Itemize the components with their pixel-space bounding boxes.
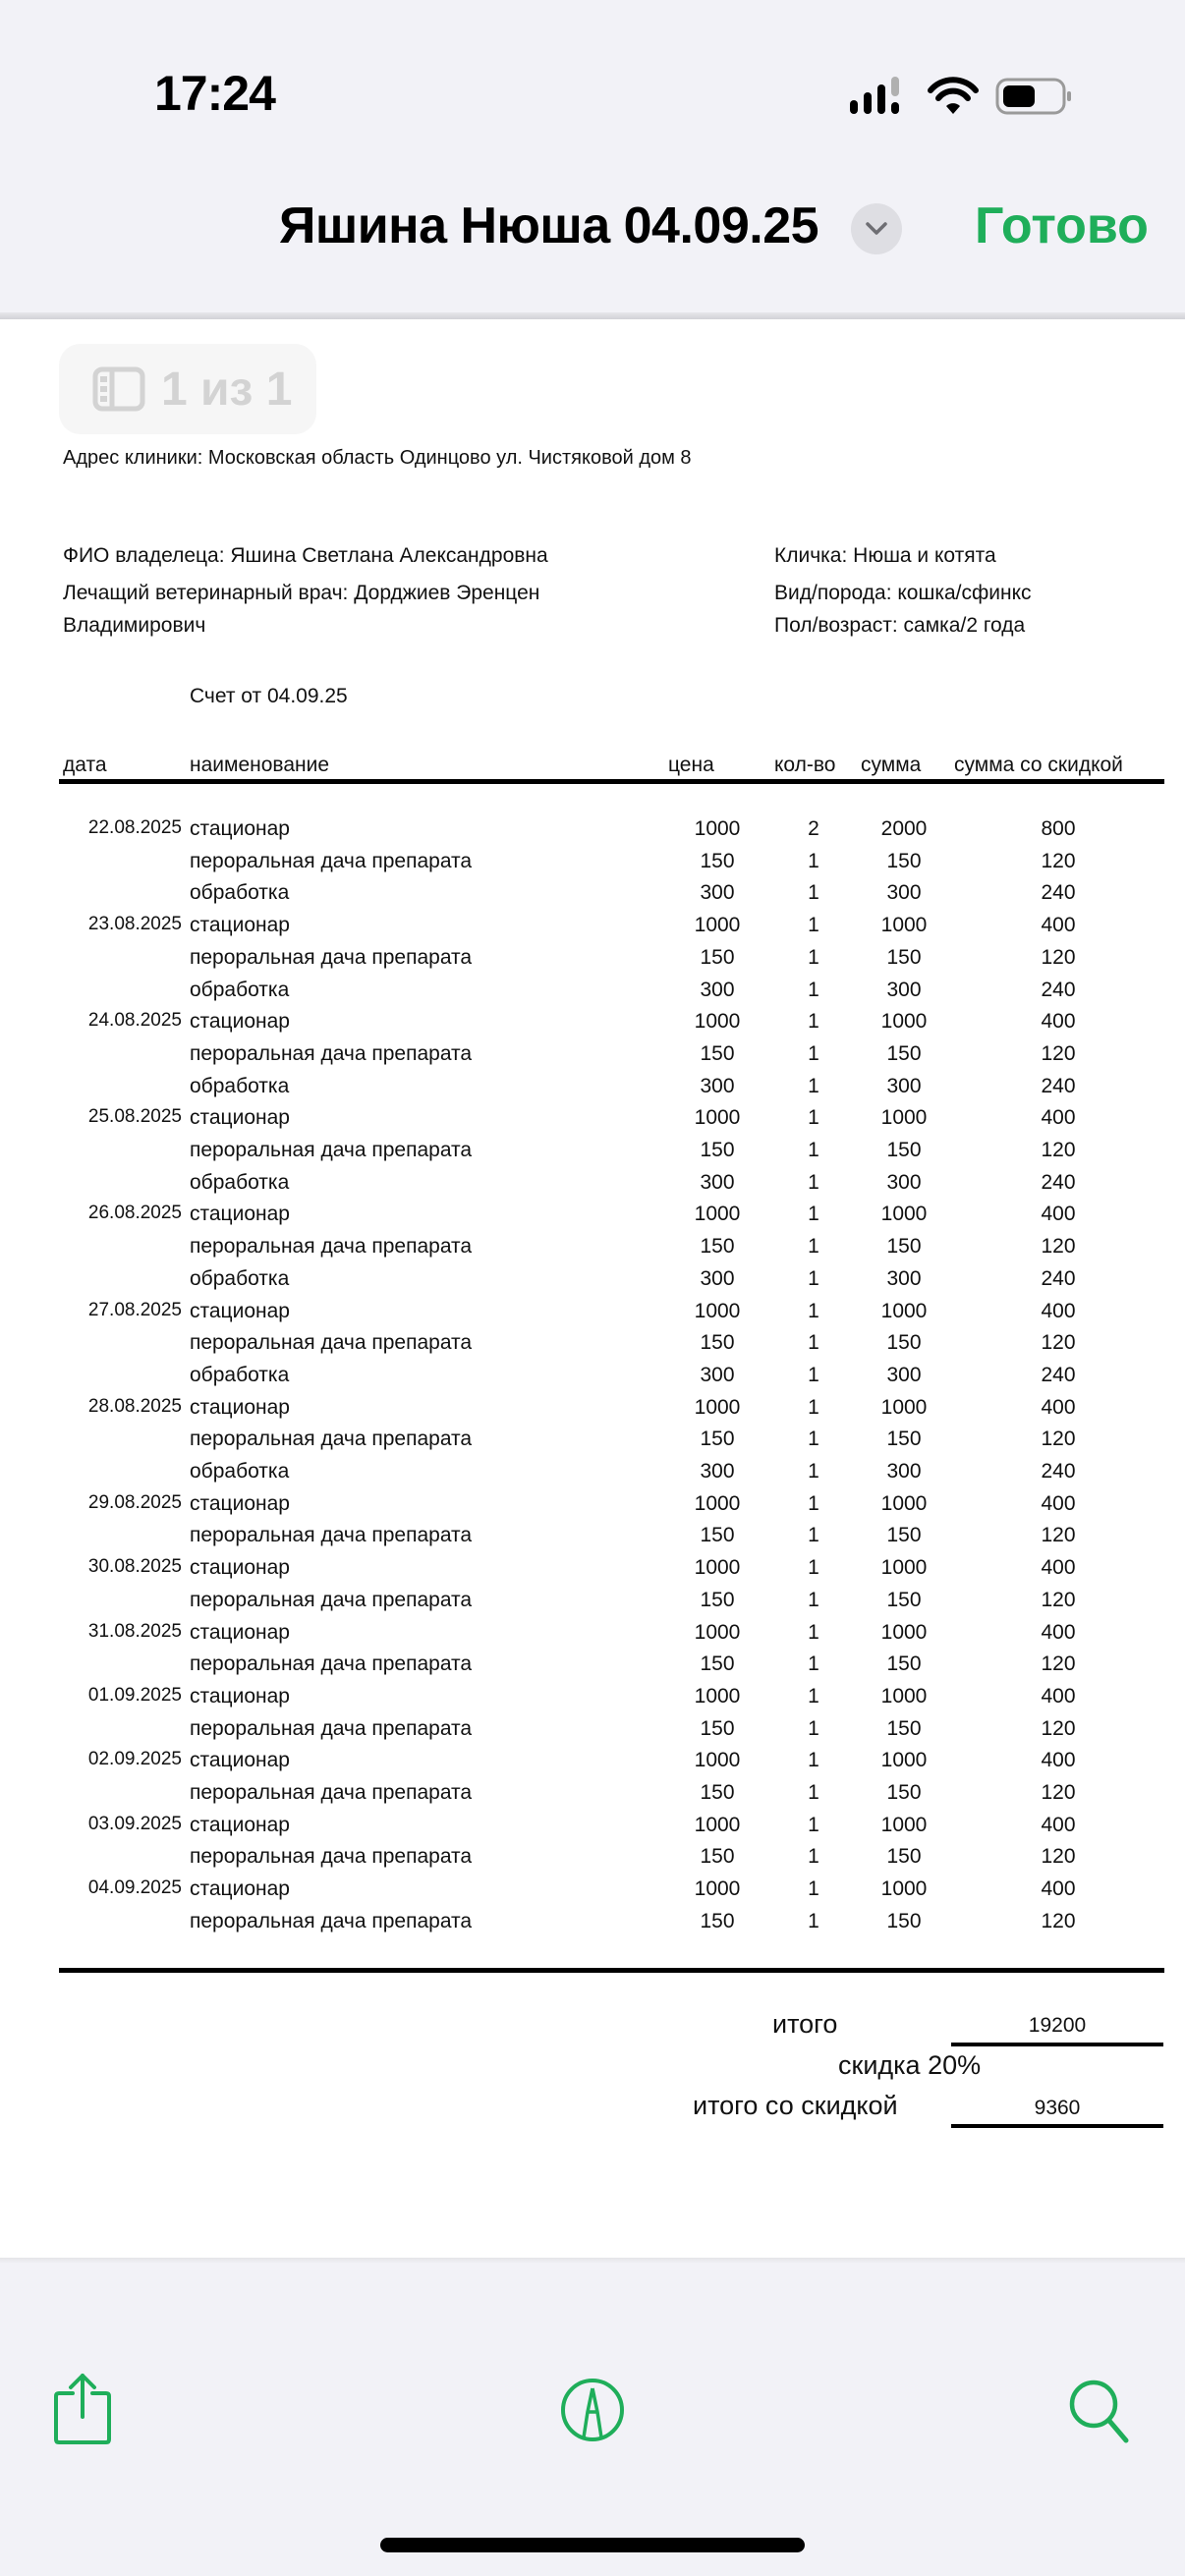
row-sum: 300 (886, 978, 922, 1001)
row-sum: 150 (886, 1235, 922, 1259)
table-row (0, 979, 1185, 1011)
row-qty: 1 (808, 1266, 819, 1290)
row-name: обработка (190, 1363, 290, 1386)
table-row (0, 1621, 1185, 1653)
col-header-price: цена (668, 754, 714, 776)
total-label: итого (772, 2009, 838, 2039)
row-name: стационар (190, 1877, 290, 1901)
row-sum: 300 (886, 1460, 922, 1483)
home-indicator[interactable] (380, 2538, 805, 2552)
row-sum: 150 (886, 945, 922, 969)
row-discounted: 120 (1041, 1524, 1076, 1547)
table-row (0, 1652, 1185, 1685)
row-sum: 1000 (880, 1749, 928, 1772)
row-name: пероральная дача препарата (190, 1428, 473, 1451)
row-qty: 1 (808, 849, 819, 872)
row-date: 04.09.2025 (87, 1877, 182, 1899)
row-price: 1000 (694, 1813, 741, 1836)
col-header-date: дата (63, 754, 107, 776)
table-row (0, 946, 1185, 979)
row-qty: 1 (808, 1139, 819, 1161)
row-sum: 150 (886, 1041, 922, 1065)
status-time: 17:24 (154, 66, 275, 121)
row-qty: 1 (808, 1556, 819, 1580)
row-discounted: 240 (1041, 1074, 1076, 1097)
table-row (0, 1235, 1185, 1267)
row-sum: 2000 (880, 817, 928, 840)
row-sum: 1000 (880, 1491, 928, 1515)
row-qty: 1 (808, 1845, 819, 1869)
table-row (0, 1331, 1185, 1364)
page-indicator[interactable] (59, 344, 316, 434)
row-discounted: 240 (1041, 881, 1076, 905)
row-discounted: 400 (1041, 1010, 1076, 1034)
row-name: стационар (190, 817, 290, 840)
col-header-discounted: сумма со скидкой (954, 754, 1123, 776)
row-qty: 1 (808, 1041, 819, 1065)
row-name: стационар (190, 1556, 290, 1580)
row-name: обработка (190, 1170, 290, 1194)
row-date: 24.08.2025 (87, 1010, 182, 1032)
row-price: 300 (700, 1363, 735, 1386)
search-icon (1067, 2378, 1132, 2446)
row-name: пероральная дача препарата (190, 849, 473, 872)
row-sum: 1000 (880, 1395, 928, 1419)
row-price: 150 (700, 1845, 735, 1869)
row-price: 150 (700, 1588, 735, 1611)
row-discounted: 240 (1041, 1170, 1076, 1194)
row-name: пероральная дача препарата (190, 1041, 473, 1065)
row-name: стационар (190, 1395, 290, 1419)
row-price: 150 (700, 1235, 735, 1259)
row-sum: 1000 (880, 1620, 928, 1644)
row-date: 25.08.2025 (87, 1106, 182, 1128)
row-name: пероральная дача препарата (190, 1652, 473, 1676)
row-price: 150 (700, 849, 735, 872)
row-date: 27.08.2025 (87, 1299, 182, 1320)
row-price: 1000 (694, 1877, 741, 1901)
row-sum: 1000 (880, 1010, 928, 1034)
row-price: 1000 (694, 914, 741, 937)
row-name: стационар (190, 1813, 290, 1836)
table-row (0, 1877, 1185, 1910)
row-name: стационар (190, 1684, 290, 1708)
row-sum: 150 (886, 1139, 922, 1161)
row-discounted: 240 (1041, 1460, 1076, 1483)
table-bottom-rule (59, 1968, 1164, 1973)
row-sum: 150 (886, 1845, 922, 1869)
row-price: 1000 (694, 1010, 741, 1034)
row-date: 01.09.2025 (87, 1684, 182, 1706)
row-discounted: 400 (1041, 1813, 1076, 1836)
toolbar-divider (0, 2258, 1185, 2264)
row-discounted: 120 (1041, 1588, 1076, 1611)
row-qty: 1 (808, 1524, 819, 1547)
discount-label: скидка 20% (838, 2050, 982, 2080)
row-price: 150 (700, 1139, 735, 1161)
row-discounted: 120 (1041, 1139, 1076, 1161)
row-price: 1000 (694, 1395, 741, 1419)
row-discounted: 120 (1041, 1845, 1076, 1869)
row-price: 300 (700, 1074, 735, 1097)
table-row (0, 1749, 1185, 1781)
row-discounted: 120 (1041, 1652, 1076, 1676)
row-discounted: 120 (1041, 1781, 1076, 1804)
row-sum: 300 (886, 1170, 922, 1194)
row-sum: 150 (886, 849, 922, 872)
row-qty: 1 (808, 1909, 819, 1932)
chevron-down-icon (865, 221, 888, 237)
table-row (0, 1556, 1185, 1589)
row-qty: 1 (808, 1074, 819, 1097)
table-row (0, 1589, 1185, 1621)
row-discounted: 400 (1041, 1749, 1076, 1772)
row-qty: 2 (808, 817, 819, 840)
row-name: пероральная дача препарата (190, 1588, 473, 1611)
table-row (0, 1075, 1185, 1107)
row-price: 150 (700, 1716, 735, 1740)
table-row (0, 1203, 1185, 1235)
owner-name: ФИО владелеца: Яшина Светлана Александровна (63, 544, 548, 567)
table-row (0, 881, 1185, 914)
row-discounted: 400 (1041, 1491, 1076, 1515)
sidebar-icon (92, 366, 145, 412)
row-date: 30.08.2025 (87, 1556, 182, 1578)
row-discounted: 240 (1041, 1266, 1076, 1290)
row-sum: 1000 (880, 1299, 928, 1322)
row-name: стационар (190, 1010, 290, 1034)
row-sum: 150 (886, 1716, 922, 1740)
battery-icon (997, 80, 1071, 113)
table-row (0, 817, 1185, 850)
status-icons (847, 75, 1083, 118)
row-date: 31.08.2025 (87, 1620, 182, 1642)
row-price: 1000 (694, 1620, 741, 1644)
row-name: пероральная дача препарата (190, 1139, 473, 1161)
table-row (0, 1460, 1185, 1492)
row-qty: 1 (808, 1299, 819, 1322)
row-sum: 1000 (880, 1556, 928, 1580)
markup-pen-icon (560, 2377, 625, 2443)
row-qty: 1 (808, 1395, 819, 1419)
row-name: обработка (190, 881, 290, 905)
table-row (0, 1300, 1185, 1332)
row-qty: 1 (808, 1781, 819, 1804)
row-qty: 1 (808, 1331, 819, 1355)
wifi-icon (931, 80, 976, 114)
row-discounted: 120 (1041, 1331, 1076, 1355)
row-qty: 1 (808, 1588, 819, 1611)
header-rule (59, 779, 1164, 784)
row-discounted: 400 (1041, 1299, 1076, 1322)
row-qty: 1 (808, 1170, 819, 1194)
row-name: стационар (190, 1299, 290, 1322)
row-discounted: 400 (1041, 1620, 1076, 1644)
row-sum: 150 (886, 1331, 922, 1355)
vet-name-line2: Владимирович (63, 614, 206, 637)
row-price: 150 (700, 1909, 735, 1932)
row-discounted: 400 (1041, 914, 1076, 937)
table-row (0, 1139, 1185, 1171)
row-discounted: 400 (1041, 1395, 1076, 1419)
row-price: 150 (700, 1331, 735, 1355)
discounted-total-value: 9360 (1034, 2097, 1081, 2119)
row-name: стационар (190, 1749, 290, 1772)
row-discounted: 800 (1041, 817, 1076, 840)
row-qty: 1 (808, 1877, 819, 1901)
discounted-total-underline (951, 2124, 1163, 2128)
table-row (0, 1010, 1185, 1042)
pet-sex-age: Пол/возраст: самка/2 года (774, 614, 1026, 637)
row-name: стационар (190, 1620, 290, 1644)
table-row (0, 914, 1185, 946)
row-name: пероральная дача препарата (190, 1716, 473, 1740)
row-qty: 1 (808, 881, 819, 905)
row-date: 02.09.2025 (87, 1749, 182, 1770)
row-name: пероральная дача препарата (190, 1845, 473, 1869)
row-sum: 150 (886, 1781, 922, 1804)
row-name: стационар (190, 1491, 290, 1515)
row-price: 150 (700, 1781, 735, 1804)
row-sum: 1000 (880, 1203, 928, 1226)
row-price: 300 (700, 1266, 735, 1290)
row-price: 1000 (694, 1684, 741, 1708)
row-qty: 1 (808, 1363, 819, 1386)
row-sum: 150 (886, 1428, 922, 1451)
row-qty: 1 (808, 1813, 819, 1836)
table-row (0, 1428, 1185, 1460)
row-sum: 150 (886, 1524, 922, 1547)
col-header-name: наименование (190, 754, 330, 776)
total-underline (951, 2043, 1163, 2046)
row-discounted: 120 (1041, 1909, 1076, 1932)
done-button[interactable]: Готово (975, 197, 1149, 254)
discounted-total-label: итого со скидкой (693, 2091, 898, 2120)
row-price: 150 (700, 1652, 735, 1676)
table-row (0, 1845, 1185, 1877)
document-title[interactable]: Яшина Нюша 04.09.25 (279, 197, 819, 254)
table-row (0, 1364, 1185, 1396)
table-row (0, 1685, 1185, 1717)
row-sum: 150 (886, 1588, 922, 1611)
share-icon (51, 2372, 114, 2446)
row-price: 1000 (694, 1749, 741, 1772)
row-sum: 150 (886, 1652, 922, 1676)
row-date: 26.08.2025 (87, 1203, 182, 1224)
row-date: 23.08.2025 (87, 914, 182, 935)
table-row (0, 1106, 1185, 1139)
row-discounted: 120 (1041, 849, 1076, 872)
row-name: пероральная дача препарата (190, 1781, 473, 1804)
row-name: стационар (190, 914, 290, 937)
row-sum: 150 (886, 1909, 922, 1932)
row-name: пероральная дача препарата (190, 1524, 473, 1547)
row-price: 150 (700, 1524, 735, 1547)
row-qty: 1 (808, 1749, 819, 1772)
row-name: пероральная дача препарата (190, 945, 473, 969)
table-row (0, 1042, 1185, 1075)
row-name: пероральная дача препарата (190, 1909, 473, 1932)
row-qty: 1 (808, 1010, 819, 1034)
row-qty: 1 (808, 914, 819, 937)
row-name: пероральная дача препарата (190, 1235, 473, 1259)
row-price: 150 (700, 1041, 735, 1065)
row-qty: 1 (808, 1106, 819, 1130)
table-row (0, 850, 1185, 882)
row-date: 29.08.2025 (87, 1491, 182, 1513)
table-row (0, 1814, 1185, 1846)
row-price: 1000 (694, 1491, 741, 1515)
row-price: 300 (700, 1460, 735, 1483)
row-qty: 1 (808, 1716, 819, 1740)
pet-species: Вид/порода: кошка/сфинкс (774, 582, 1032, 604)
row-qty: 1 (808, 1684, 819, 1708)
vet-name-line1: Лечащий ветеринарный врач: Дорджиев Эренцен (63, 582, 540, 604)
cellular-signal-icon (847, 75, 1083, 118)
row-qty: 1 (808, 1652, 819, 1676)
row-price: 1000 (694, 1556, 741, 1580)
row-discounted: 120 (1041, 1428, 1076, 1451)
table-row (0, 1492, 1185, 1525)
row-sum: 1000 (880, 1813, 928, 1836)
row-discounted: 120 (1041, 1041, 1076, 1065)
row-price: 300 (700, 1170, 735, 1194)
title-menu-button[interactable] (851, 203, 902, 254)
row-name: пероральная дача препарата (190, 1331, 473, 1355)
row-price: 1000 (694, 817, 741, 840)
page-indicator-label: 1 из 1 (161, 363, 293, 416)
row-price: 1000 (694, 1299, 741, 1322)
row-sum: 300 (886, 1363, 922, 1386)
row-name: обработка (190, 1266, 290, 1290)
row-sum: 1000 (880, 1877, 928, 1901)
invoice-title: Счет от 04.09.25 (190, 685, 348, 707)
row-qty: 1 (808, 1491, 819, 1515)
row-price: 1000 (694, 1203, 741, 1226)
row-discounted: 120 (1041, 1235, 1076, 1259)
row-name: обработка (190, 978, 290, 1001)
col-header-qty: кол-во (774, 754, 836, 776)
row-discounted: 400 (1041, 1877, 1076, 1901)
row-name: стационар (190, 1203, 290, 1226)
markup-button[interactable] (560, 2377, 623, 2445)
row-price: 150 (700, 945, 735, 969)
row-discounted: 120 (1041, 945, 1076, 969)
row-discounted: 240 (1041, 1363, 1076, 1386)
row-discounted: 400 (1041, 1684, 1076, 1708)
row-sum: 300 (886, 1266, 922, 1290)
table-row (0, 1396, 1185, 1428)
row-qty: 1 (808, 1428, 819, 1451)
row-price: 300 (700, 978, 735, 1001)
table-row (0, 1524, 1185, 1556)
table-row (0, 1267, 1185, 1300)
table-row (0, 1171, 1185, 1204)
total-value: 19200 (1028, 2014, 1087, 2037)
row-qty: 1 (808, 1203, 819, 1226)
row-name: обработка (190, 1074, 290, 1097)
row-price: 300 (700, 881, 735, 905)
row-discounted: 400 (1041, 1106, 1076, 1130)
clinic-address: Адрес клиники: Московская область Одинцово ул. Чистяковой дом 8 (63, 447, 692, 469)
pet-name: Кличка: Нюша и котята (774, 544, 996, 567)
row-date: 28.08.2025 (87, 1395, 182, 1417)
row-sum: 1000 (880, 1106, 928, 1130)
row-qty: 1 (808, 1235, 819, 1259)
row-qty: 1 (808, 1620, 819, 1644)
row-name: обработка (190, 1460, 290, 1483)
table-row (0, 1910, 1185, 1942)
row-sum: 1000 (880, 914, 928, 937)
row-sum: 300 (886, 1074, 922, 1097)
row-sum: 300 (886, 881, 922, 905)
row-discounted: 400 (1041, 1556, 1076, 1580)
row-price: 1000 (694, 1106, 741, 1130)
row-qty: 1 (808, 1460, 819, 1483)
row-date: 22.08.2025 (87, 817, 182, 838)
row-discounted: 400 (1041, 1203, 1076, 1226)
table-row (0, 1717, 1185, 1750)
row-discounted: 240 (1041, 978, 1076, 1001)
search-button[interactable] (1067, 2378, 1130, 2446)
row-qty: 1 (808, 945, 819, 969)
row-discounted: 120 (1041, 1716, 1076, 1740)
row-date: 03.09.2025 (87, 1813, 182, 1834)
table-row (0, 1781, 1185, 1814)
row-qty: 1 (808, 978, 819, 1001)
row-price: 150 (700, 1428, 735, 1451)
share-button[interactable] (51, 2372, 114, 2440)
row-name: стационар (190, 1106, 290, 1130)
row-sum: 1000 (880, 1684, 928, 1708)
col-header-sum: сумма (861, 754, 922, 776)
